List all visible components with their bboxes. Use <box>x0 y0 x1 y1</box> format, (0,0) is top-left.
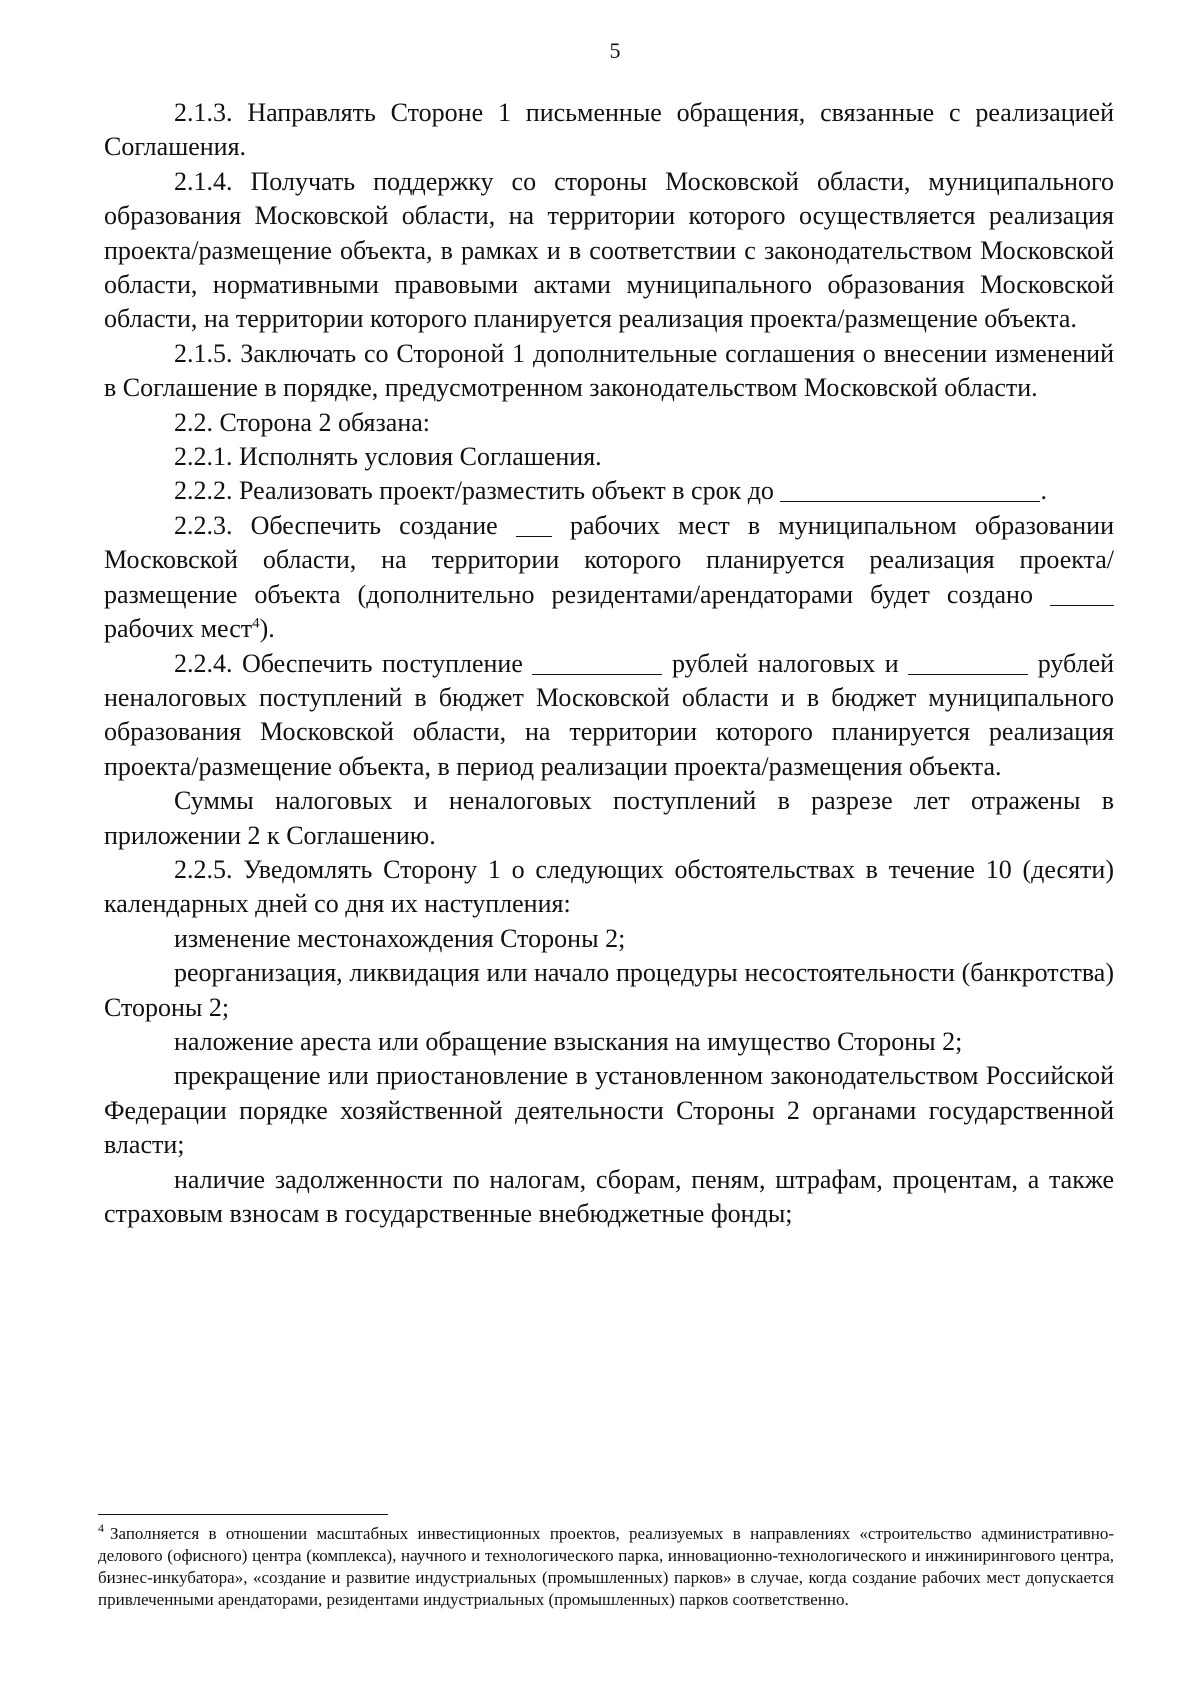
deadline-blank <box>780 475 1040 502</box>
clause-2-2-1: 2.2.1. Исполнять условия Соглашения. <box>174 442 602 472</box>
page-number: 5 <box>609 38 621 63</box>
resident-jobs-blank <box>1050 579 1114 606</box>
clause-2-2-2-text: 2.2.2. Реализовать проект/разместить объект в срок до <box>174 476 774 506</box>
clause-2-2-3 <box>104 509 1114 647</box>
tax-sums-paragraph: Суммы налоговых и неналоговых поступлений в разрезе лет отражены в приложении 2 к Соглашению. <box>104 786 1114 850</box>
clause-2-2-4-text-c: рублей неналоговых поступлений в бюджет Московской области и в бюджет муниципального образования Московской области, на территории которого планируется реализация проекта/размещение объекта, в период реализации проекта/размещения объекта. <box>104 648 1115 781</box>
list-item: прекращение или приостановление в установленном законодательством Российской Федерации порядке хозяйственной деятельности Стороны 2 органами государственной власти; <box>104 1061 1114 1160</box>
footnote-reference: 4 <box>252 615 260 632</box>
clause-2-2-4-text-b: рублей налоговых и <box>671 648 899 678</box>
footnote-marker: 4 <box>98 1521 104 1536</box>
clause-2-2-3-text-d: ). <box>259 614 275 644</box>
clause-2-2-3-text-c: рабочих мест <box>104 614 253 644</box>
non-tax-amount-blank <box>908 648 1028 675</box>
clause-2-2: 2.2. Сторона 2 обязана: <box>174 407 431 437</box>
clause-2-2-2 <box>104 474 1114 508</box>
clause-2-2-4 <box>104 647 1114 785</box>
footnote-text: Заполняется в отношении масштабных инвестиционных проектов, реализуемых в направлениях «строительство административно-делового (офисного) центра (комплекса), научного и технологического парка, инновационно-технологического и инжинирингового центра, бизнес-инкубатора», «создание и развитие индустриальных (промышленных) парков» в случае, когда создание рабочих мест допускается привлеченными арендаторами, резидентами индустриальных (промышленных) парков соответственно. <box>98 1524 1114 1609</box>
clause-2-2-4-text-a: 2.2.4. Обеспечить поступление <box>174 648 523 678</box>
footnote-divider <box>98 1514 388 1515</box>
list-item: реорганизация, ликвидация или начало процедуры несостоятельности (банкротства) Стороны 2; <box>104 958 1114 1022</box>
document-body <box>104 96 1114 1231</box>
list-item: наличие задолженности по налогам, сборам, пеням, штрафам, процентам, а также страховым взносам в государственные внебюджетные фонды; <box>104 1164 1114 1228</box>
footnote <box>98 1523 1114 1611</box>
clause-2-2-3-text-b: рабочих мест в муниципальном образовании Московской области, на территории которого планируется реализация проекта/размещение объекта (дополнительно резидентами/арендаторами будет создано <box>104 510 1115 609</box>
tax-amount-blank <box>532 648 662 675</box>
clause-2-2-3-text-a: 2.2.3. Обеспечить создание <box>174 510 498 540</box>
clause-2-2-5: 2.2.5. Уведомлять Сторону 1 о следующих обстоятельствах в течение 10 (десяти) календарных дней со дня их наступления: <box>104 854 1114 919</box>
clause-2-1-4: 2.1.4. Получать поддержку со стороны Московской области, муниципального образования Московской области, на территории которого осуществляется реализация проекта/размещение объекта, в рамках и в соответствии с законодательством Московской области, нормативными правовыми актами муниципального образования Московской области, на территории которого планируется реализация проекта/размещение объекта. <box>104 166 1114 334</box>
clause-2-1-5: 2.1.5. Заключать со Стороной 1 дополнительные соглашения о внесении изменений в Соглашение в порядке, предусмотренном законодательством Московской области. <box>104 338 1114 403</box>
clause-2-2-2-end: . <box>1040 476 1047 506</box>
list-item: наложение ареста или обращение взыскания на имущество Стороны 2; <box>174 1026 963 1056</box>
clause-2-1-3: 2.1.3. Направлять Стороне 1 письменные обращения, связанные с реализацией Соглашения. <box>104 98 1114 162</box>
jobs-count-blank <box>516 510 552 537</box>
list-item: изменение местонахождения Стороны 2; <box>174 923 626 953</box>
